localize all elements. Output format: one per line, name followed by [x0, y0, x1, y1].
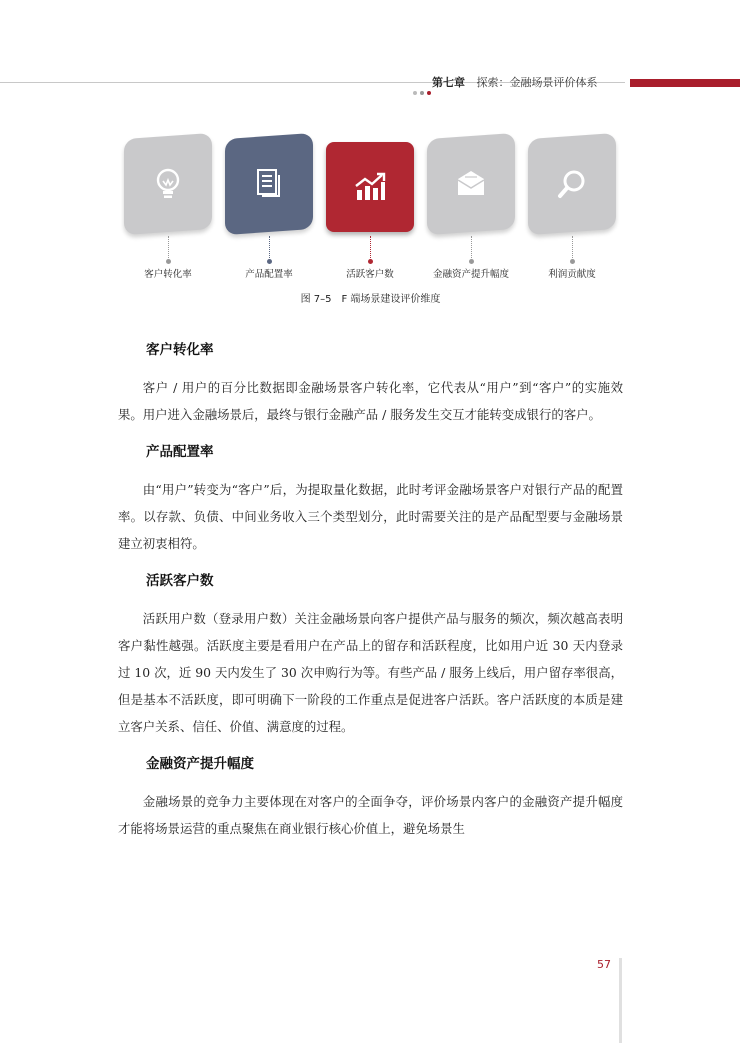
- evaluation-dimensions-figure: [118, 128, 623, 308]
- section-heading: 客户转化率: [146, 342, 214, 358]
- figure-caption: 图 7–5 F 端场景建设评价维度: [300, 294, 441, 305]
- card-profit-contribution: [528, 133, 616, 235]
- card-customer-conversion: [124, 133, 212, 235]
- section: [118, 754, 623, 842]
- paragraph: 活跃用户数（登录用户数）关注金融场景向客户提供产品与服务的频次，频次越高表明客户黏性越强。活跃度主要是看用户在产品上的留存和活跃程度，比如用户近 30 天内登录过 10 次，近 90 天内发生了 30 次申购行为等。有些产品 / 服务上线后，用户留存率很高，但是基本不活跃度，即可明确下一阶段的工作重点是促进客户活跃。客户活跃度的本质是建立客户关系、信任、价值、满意度的过程。: [118, 611, 623, 734]
- document-icon: [255, 168, 283, 200]
- paragraph: 由“用户”转变为“客户”后，为提取量化数据，此时考评金融场景客户对银行产品的配置率。以存款、负债、中间业务收入三个类型划分，此时需要关注的是产品配型要与金融场景建立初衷相符。: [118, 482, 623, 551]
- bar-chart-icon: [353, 172, 387, 202]
- paragraph: 金融场景的竞争力主要体现在对客户的全面争夺，评价场景内客户的金融资产提升幅度才能将场景运营的重点聚焦在商业银行核心价值上，避免场景生: [118, 794, 623, 836]
- section: [118, 442, 623, 557]
- connector-dot: [368, 259, 373, 264]
- section-heading: 金融资产提升幅度: [146, 756, 254, 772]
- paragraph: 客户 / 用户的百分比数据即金融场景客户转化率，它代表从“用户”到“客户”的实施效果。用户进入金融场景后，最终与银行金融产品 / 服务发生交互才能转变成银行的客户。: [118, 380, 623, 422]
- magnifier-icon: [557, 169, 587, 199]
- card-product-allocation: [225, 133, 313, 235]
- running-header: [432, 74, 598, 90]
- section: [118, 340, 623, 428]
- envelope-icon: [456, 171, 486, 197]
- section-heading: 产品配置率: [146, 444, 214, 460]
- figure-label: 客户转化率: [144, 269, 192, 280]
- card-financial-asset-growth: [427, 133, 515, 235]
- header-dots: [413, 80, 434, 99]
- figure-label: 利润贡献度: [548, 269, 596, 280]
- section-heading: 活跃客户数: [146, 573, 214, 589]
- card-active-customers: [326, 142, 414, 232]
- lightbulb-icon: [153, 167, 183, 201]
- connector-dot: [469, 259, 474, 264]
- page-number: 57: [597, 958, 611, 971]
- section: [118, 571, 623, 740]
- page-edge-rule: [619, 958, 622, 1043]
- figure-label: 金融资产提升幅度: [432, 269, 509, 280]
- connector-dot: [570, 259, 575, 264]
- connector-dot: [166, 259, 171, 264]
- figure-label: 活跃客户数: [346, 269, 394, 280]
- chapter-title: 探索：金融场景评价体系: [476, 76, 598, 89]
- body-text: [118, 340, 623, 856]
- connector-dot: [267, 259, 272, 264]
- header-accent-bar: [630, 79, 740, 87]
- figure-label: 产品配置率: [245, 269, 293, 280]
- chapter-number: 第七章: [432, 76, 465, 89]
